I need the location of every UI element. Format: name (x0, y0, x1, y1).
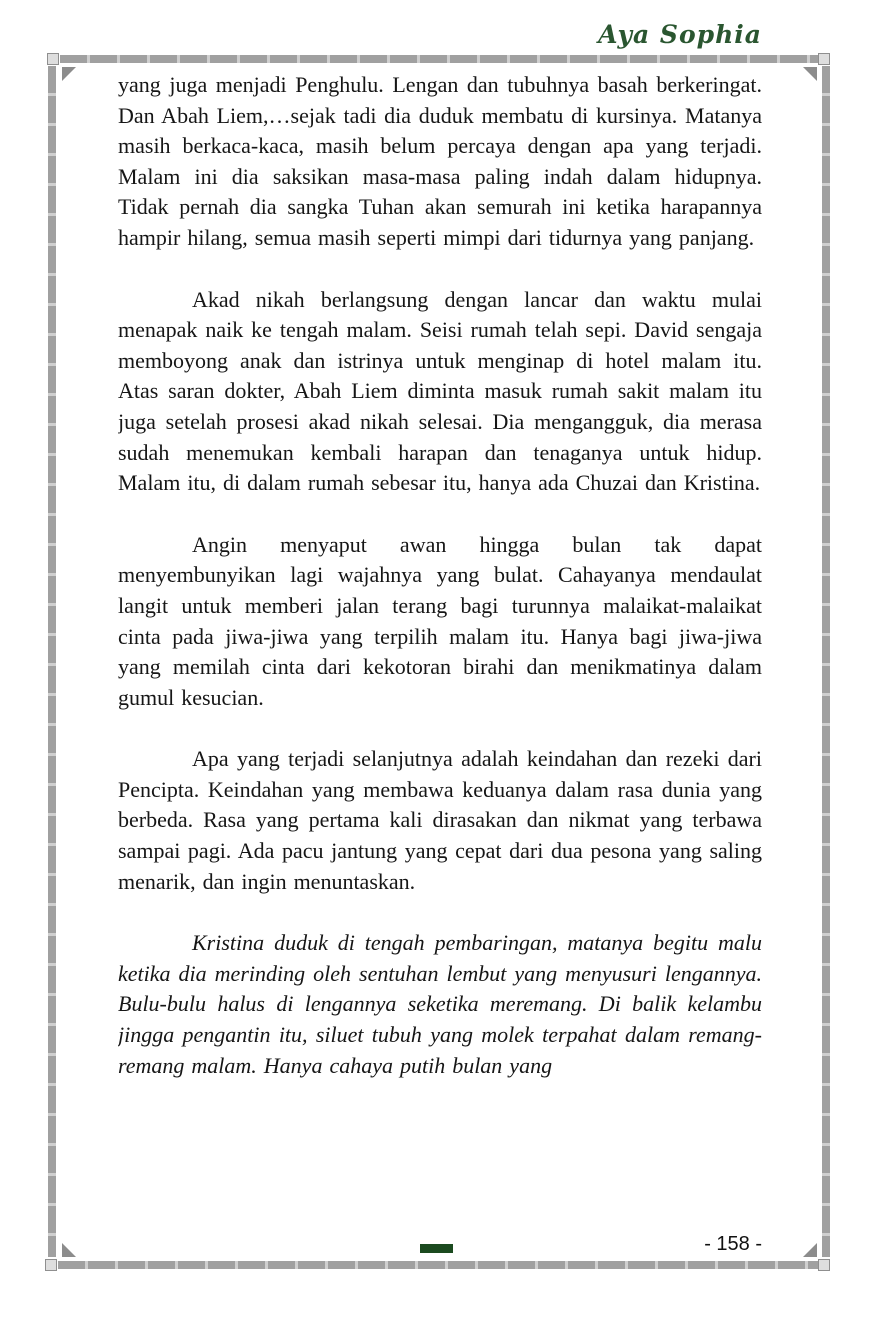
page-number: - 158 - (704, 1233, 762, 1255)
paragraph: Apa yang terjadi selanjutnya adalah keindahan dan rezeki dari Pencipta. Keindahan yang membawa keduanya dalam rasa dunia yang berbeda. Rasa yang pertama kali dirasakan dan nikmat yang terbawa sampai pagi. Ada pacu jantung yang cepat dari dua pesona yang saling menarik, dan ingin menuntaskan. (118, 746, 762, 894)
page-text-content (118, 70, 762, 1238)
frame-corner-square-bottom-right (818, 1259, 830, 1271)
frame-corner-triangle-top-left (62, 67, 76, 81)
paragraph: Akad nikah berlangsung dengan lancar dan waktu mulai menapak naik ke tengah malam. Seisi rumah telah sepi. David sengaja memboyong anak dan istrinya untuk menginap di hotel malam itu. Atas saran dokter, Abah Liem diminta masuk rumah sakit malam itu juga setelah prosesi akad nikah selesai. Dia mengangguk, dia merasa sudah menemukan kembali harapan dan tenaganya untuk hidup. Malam itu, di dalam rumah sebesar itu, hanya ada Chuzai dan Kristina. (118, 286, 762, 496)
paragraph: yang juga menjadi Penghulu. Lengan dan tubuhnya basah berkeringat. Dan Abah Liem,…sejak tadi dia duduk membatu di kursinya. Matanya masih berkaca-kaca, masih belum percaya dengan apa yang terjadi. Malam ini dia saksikan masa-masa paling indah dalam hidupnya. Tidak pernah dia sangka Tuhan akan semurah ini ketika harapannya hampir hilang, semua masih seperti mimpi dari tidurnya yang panjang. (118, 72, 762, 250)
frame-corner-square-bottom-left (45, 1259, 57, 1271)
frame-corner-triangle-top-right (803, 67, 817, 81)
frame-top-bar (60, 55, 818, 63)
frame-left-bar (48, 66, 56, 1257)
frame-corner-triangle-bottom-left (62, 1243, 76, 1257)
frame-bottom-bar (58, 1261, 818, 1269)
footer-green-marker (420, 1244, 453, 1253)
frame-right-bar (822, 66, 830, 1257)
frame-corner-triangle-bottom-right (803, 1243, 817, 1257)
paragraph: Angin menyaput awan hingga bulan tak dapat menyembunyikan lagi wajahnya yang bulat. Cahayanya mendaulat langit untuk memberi jalan terang bagi turunnya malaikat-malaikat cinta pada jiwa-jiwa yang terpilih malam itu. Hanya bagi jiwa-jiwa yang memilah cinta dari kekotoran birahi dan menikmatinya dalam gumul kesucian. (118, 531, 762, 710)
paragraph: Kristina duduk di tengah pembaringan, matanya begitu malu ketika dia merinding oleh sentuhan lembut yang menyusuri lengannya. Bulu-bulu halus di lengannya seketika meremang. Di balik kelambu jingga pengantin itu, siluet tubuh yang molek terpahat dalam remang-remang malam. Hanya cahaya putih bulan yang (118, 930, 762, 1078)
frame-corner-square-top-right (818, 53, 830, 65)
running-header-title: Aya Sophia (598, 20, 762, 49)
frame-corner-square-top-left (47, 53, 59, 65)
